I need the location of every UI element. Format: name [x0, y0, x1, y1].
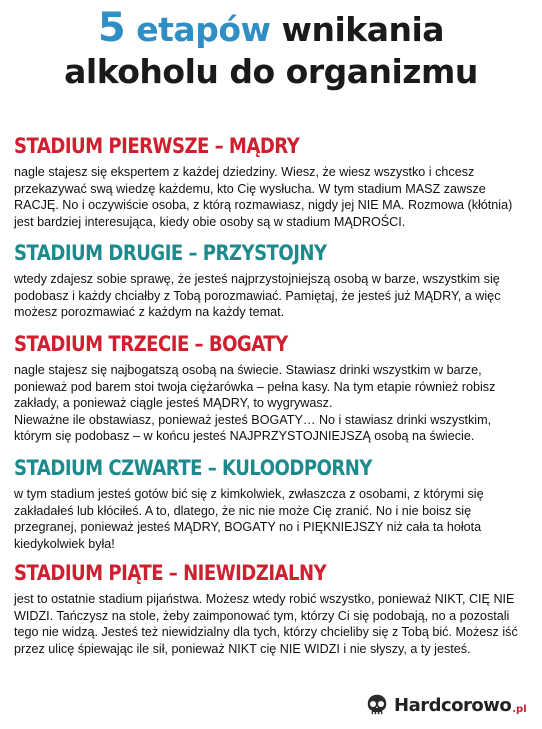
- section-text: w tym stadium jesteś gotów bić się z kimkolwiek, zwłaszcza z osobami, z którymi się zakładałeś lub kłóciłeś. A to, dlatego, że nic nie może Cię zranić. No i nie boisz się przegranej, ponieważ jesteś MĄDRY, BOGATY no i PIĘKNIEJSZY niż cała ta hołota kiedykolwiek była!: [14, 487, 484, 551]
- section-text: nagle stajesz się najbogatszą osobą na świecie. Stawiasz drinki wszystkim w barze, ponieważ pod barem stoi twoja ciężarówka – pełna kasy. Na tym etapie również robisz zakłady, a ponieważ ciągle jesteś MĄDRY, to wygrywasz. Nieważne ile obstawiasz, ponieważ jesteś BOGATY… No i stawiasz drinki wszystkim, którym się podobasz – w końcu jesteś NAJPRZYSTOJNIEJSZĄ osobą na świecie.: [14, 363, 496, 444]
- section-heading: STADIUM CZWARTE – KULOODPORNY: [14, 456, 372, 480]
- section-heading: STADIUM PIĄTE – NIEWIDZIALNY: [14, 561, 327, 585]
- title-line-2: alkoholu do organizmu: [64, 52, 478, 91]
- watermark-tld: .pl: [512, 703, 527, 715]
- section-text: wtedy zdajesz sobie sprawę, że jesteś najprzystojniejszą osobą w barze, wszystkim się podobasz i każdy chciałby z Tobą porozmawiać. Pamiętaj, że jesteś już MĄDRY, a więc możesz porozmawiać z każdym na każdy temat.: [14, 272, 501, 320]
- section-heading: STADIUM PIERWSZE – MĄDRY: [14, 134, 300, 158]
- skull-icon: [364, 692, 390, 718]
- section-stadium-2: [14, 240, 526, 321]
- section-stadium-5: [14, 560, 526, 657]
- section-stadium-1: [14, 133, 526, 230]
- watermark-logo: [364, 691, 534, 719]
- section-stadium-3: [14, 331, 526, 445]
- section-text: jest to ostatnie stadium pijaństwa. Możesz wtedy robić wszystko, ponieważ NIKT, CIĘ NIE WIDZI. Tańczysz na stole, żeby zaimponować tym, którzy Ci się podobają, no a pozostali tego nie widzą. Jesteś też niewidzialny dla tych, którzy chcieliby się z Tobą bić. Możesz iść przez ulicę śpiewając ile sił, ponieważ NIKT cię NIE WIDZI i nie słyszy, a ty jesteś.: [14, 592, 518, 656]
- section-heading: STADIUM TRZECIE – BOGATY: [14, 332, 288, 356]
- section-text: nagle stajesz się ekspertem z każdej dziedziny. Wiesz, że wiesz wszystko i chcesz przekazywać swą wiedzę każdemu, kto Cię wysłucha. W tym stadium MASZ zawsze RACJĘ. No i oczywiście osoba, z którą rozmawiasz, nigdy jej NIE MA. Rozmowa (kłótnia) jest bardziej interesująca, kiedy obie osoby są w stadium MĄDROŚCI.: [14, 165, 513, 229]
- page-header: [0, 5, 542, 92]
- title-number: 5: [97, 5, 126, 51]
- watermark-text: Hardcorowo: [394, 694, 512, 716]
- title-etapow: etapów: [136, 10, 271, 49]
- section-stadium-4: [14, 455, 526, 552]
- section-heading: STADIUM DRUGIE – PRZYSTOJNY: [14, 241, 327, 265]
- title-wnikania: wnikania: [281, 10, 445, 49]
- title-line-1: [0, 5, 542, 51]
